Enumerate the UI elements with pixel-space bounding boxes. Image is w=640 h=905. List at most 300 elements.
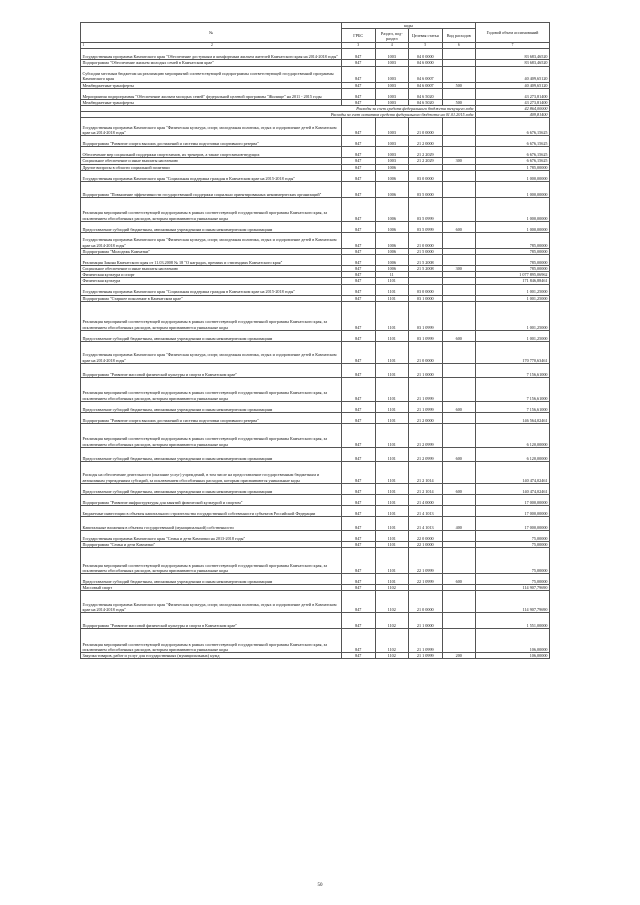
row-grbs: 847 (342, 494, 376, 505)
row-section: 1101 (375, 483, 409, 494)
row-target-article: 22 1 0000 (409, 541, 443, 547)
table-row (81, 412, 550, 423)
row-amount: 106,00000 (476, 653, 550, 659)
table-row (81, 548, 550, 574)
row-target-article: 03 0 0000 (409, 284, 443, 295)
row-grbs: 847 (342, 272, 376, 278)
table-row (81, 232, 550, 248)
colnum-6: 6 (442, 43, 476, 49)
row-grbs: 847 (342, 255, 376, 266)
row-target-article: 21 2 0999 (409, 423, 443, 447)
row-expense-type (442, 197, 476, 221)
row-grbs: 847 (342, 363, 376, 377)
row-grbs: 847 (342, 301, 376, 330)
note-text: Расходы за счет остатков средств федерального бюджета на 01.01.2015 года (81, 112, 476, 118)
row-grbs: 847 (342, 412, 376, 423)
row-target-article: 21 4 0000 (409, 494, 443, 505)
colnum-1: 1 (82, 43, 85, 48)
row-grbs: 847 (342, 164, 376, 170)
table-row (81, 505, 550, 516)
row-section: 1006 (375, 255, 409, 266)
row-name: Подпрограмма "Развитие спорта высших достижений и системы подготовки спортивного резерва" (81, 136, 342, 147)
row-expense-type: 500 (442, 82, 476, 88)
row-target-article: 21 1 0000 (409, 613, 443, 629)
row-name: Реализация Закона Камчатского края от 11.03.2008 № 18 "О наградах, премиях и стипендиях Камчатского края" (81, 255, 342, 266)
row-grbs: 847 (342, 377, 376, 401)
page-number: 50 (317, 883, 323, 888)
row-name: Подпрограмма "Семья и дети Камчатки" (81, 541, 342, 547)
row-amount: 40 409,65120 (476, 66, 550, 82)
row-section: 1003 (375, 99, 409, 105)
row-expense-type: 400 (442, 516, 476, 530)
row-name: Социальное обеспечение и иные выплаты населению (81, 266, 342, 272)
row-grbs: 847 (342, 585, 376, 591)
table-row (81, 461, 550, 483)
row-section: 1006 (375, 232, 409, 248)
row-name: Предоставление субсидий бюджетным, автономным учреждениям и иным некоммерческим организациям (81, 574, 342, 585)
row-section: 1003 (375, 118, 409, 136)
row-section: 1101 (375, 516, 409, 530)
row-amount: 75,00000 (476, 574, 550, 585)
row-amount: 1 001,25000 (476, 284, 550, 295)
row-name: Межбюджетные трансферты (81, 82, 342, 88)
row-amount: 1 001,25000 (476, 301, 550, 330)
row-grbs: 847 (342, 530, 376, 541)
row-section: 1006 (375, 248, 409, 254)
row-section: 1101 (375, 461, 409, 483)
row-name: Расходы на обеспечение деятельности (оказание услуг) учреждений, в том числе на предоставление государственным бюджетным и автономным учреждениям субсидий, за исключением обособленных расходов, которым присваиваются уникальные коды (81, 461, 342, 483)
row-section: 1003 (375, 158, 409, 164)
col-header-no: № (81, 23, 342, 43)
row-section: 1101 (375, 505, 409, 516)
row-expense-type (442, 548, 476, 574)
row-section: 1101 (375, 412, 409, 423)
row-expense-type (442, 341, 476, 363)
row-amount: 75,00000 (476, 548, 550, 574)
row-name: Государственная программа Камчатского края "Физическая культура, спорт, молодежная политика, отдых и оздоровление детей в Камчатском крае на 2014-2018 годы" (81, 591, 342, 613)
row-amount: 17 000,00000 (476, 505, 550, 516)
row-grbs: 847 (342, 60, 376, 66)
row-grbs: 847 (342, 423, 376, 447)
table-row (81, 181, 550, 197)
row-amount: 785,00000 (476, 248, 550, 254)
row-grbs: 847 (342, 516, 376, 530)
table-row (81, 494, 550, 505)
table-row (81, 423, 550, 447)
row-grbs: 847 (342, 118, 376, 136)
row-grbs: 847 (342, 181, 376, 197)
row-section: 1101 (375, 377, 409, 401)
row-target-article: 21 1 0999 (409, 653, 443, 659)
row-target-article: 21 0 0000 (409, 341, 443, 363)
budget-sheet (80, 22, 550, 659)
table-row (81, 49, 550, 60)
row-target-article: 21 2 2029 (409, 147, 443, 158)
table-row (81, 516, 550, 530)
row-grbs: 847 (342, 221, 376, 232)
row-amount: 83 683,46520 (476, 60, 550, 66)
row-target-article: 21 2 0999 (409, 447, 443, 461)
table-row (81, 629, 550, 653)
row-grbs: 847 (342, 66, 376, 82)
row-expense-type (442, 423, 476, 447)
row-amount: 785,00000 (476, 266, 550, 272)
row-expense-type: 600 (442, 221, 476, 232)
row-name: Реализация мероприятий соответствующей подпрограммы в рамках соответствующей государственной программы Камчатского края, за исключением обособленных расходов, которым присваиваются уникальные коды (81, 197, 342, 221)
row-target-article: 21 5 0000 (409, 248, 443, 254)
row-name: Субсидии местным бюджетам на реализацию мероприятий соответствующей подпрограммы соответствующей государственной программы Камчатского края (81, 66, 342, 82)
row-section: 1101 (375, 401, 409, 412)
col-header-section: Раздел, под-раздел (375, 29, 409, 43)
row-name: Реализация мероприятий соответствующей подпрограммы в рамках соответствующей государственной программы Камчатского края, за исключением обособленных расходов, которым присваиваются уникальные коды (81, 629, 342, 653)
row-amount: 7 156,61000 (476, 401, 550, 412)
row-name: Мероприятия подпрограммы "Обеспечение жильем молодых семей" федеральной целевой программы "Жилище" на 2011 - 2015 годы (81, 88, 342, 99)
row-target-article: 21 1 0999 (409, 629, 443, 653)
row-target-article: 21 5 2008 (409, 266, 443, 272)
row-expense-type: 600 (442, 483, 476, 494)
row-grbs: 847 (342, 266, 376, 272)
row-name: Государственная программа Камчатского края "Физическая культура, спорт, молодежная политика, отдых и оздоровление детей в Камчатском крае на 2014-2018 годы" (81, 232, 342, 248)
table-row (81, 88, 550, 99)
row-target-article: 03 5 0999 (409, 221, 443, 232)
row-expense-type: 200 (442, 653, 476, 659)
row-name: Капитальные вложения в объекты государственной (муниципальной) собственности (81, 516, 342, 530)
row-expense-type: 600 (442, 401, 476, 412)
note-amount: 42 864,00000 (476, 106, 550, 112)
table-row (81, 255, 550, 266)
row-grbs: 847 (342, 99, 376, 105)
row-amount: 6 676,15625 (476, 136, 550, 147)
row-target-article: 22 1 0999 (409, 574, 443, 585)
row-section: 1003 (375, 60, 409, 66)
col-header-exptype: Вид расходов (442, 29, 476, 43)
note-amount: 409,81400 (476, 112, 550, 118)
row-grbs: 847 (342, 653, 376, 659)
row-amount: 1 551,00000 (476, 613, 550, 629)
row-name: Предоставление субсидий бюджетным, автономным учреждениям и иным некоммерческим организациям (81, 401, 342, 412)
table-row (81, 341, 550, 363)
row-amount: 146 564,02461 (476, 412, 550, 423)
row-name: Предоставление субсидий бюджетным, автономным учреждениям и иным некоммерческим организациям (81, 221, 342, 232)
row-target-article: 04 6 5020 (409, 88, 443, 99)
row-expense-type (442, 505, 476, 516)
row-section: 1003 (375, 136, 409, 147)
row-section: 1102 (375, 613, 409, 629)
row-expense-type (442, 232, 476, 248)
table-row (81, 197, 550, 221)
table-row (81, 483, 550, 494)
row-target-article: 22 0 0000 (409, 530, 443, 541)
row-grbs: 847 (342, 341, 376, 363)
col-header-codes: коды (342, 23, 476, 29)
row-amount: 75,00000 (476, 530, 550, 541)
row-expense-type (442, 591, 476, 613)
row-section: 1003 (375, 88, 409, 99)
row-grbs: 847 (342, 591, 376, 613)
row-amount: 1 000,00000 (476, 197, 550, 221)
row-amount: 171 846,88461 (476, 278, 550, 284)
row-section: 1101 (375, 423, 409, 447)
row-name: Государственная программа Камчатского края "Обеспечение доступным и комфортным жильем жителей Камчатского края на 2014-2018 годы" (81, 49, 342, 60)
row-target-article: 21 2 0000 (409, 412, 443, 423)
row-section: 1006 (375, 197, 409, 221)
row-expense-type (442, 363, 476, 377)
row-grbs: 847 (342, 629, 376, 653)
row-grbs: 847 (342, 49, 376, 60)
row-target-article: 21 1 0000 (409, 363, 443, 377)
row-amount: 7 156,61000 (476, 363, 550, 377)
row-target-article: 21 2 1014 (409, 483, 443, 494)
row-grbs: 847 (342, 284, 376, 295)
row-amount: 43 273,81400 (476, 88, 550, 99)
row-target-article: 03 5 0999 (409, 197, 443, 221)
row-amount: 17 000,00000 (476, 516, 550, 530)
row-section: 1101 (375, 363, 409, 377)
colnum-5: 5 (409, 43, 443, 49)
row-amount: 170 770,63461 (476, 341, 550, 363)
row-name: Подпрограмма "Развитие массовой физической культуры и спорта в Камчатском крае" (81, 613, 342, 629)
row-section: 1102 (375, 629, 409, 653)
row-name: Реализация мероприятий соответствующей подпрограммы в рамках соответствующей государственной программы Камчатского края, за исключением обособленных расходов, которым присваиваются уникальные коды (81, 423, 342, 447)
col-header-target: Целевая статья (409, 29, 443, 43)
colnum-3: 3 (342, 43, 376, 49)
row-amount: 140 474,02461 (476, 461, 550, 483)
row-grbs: 847 (342, 541, 376, 547)
row-expense-type (442, 49, 476, 60)
row-section: 1101 (375, 278, 409, 284)
row-section: 1006 (375, 181, 409, 197)
row-section: 1101 (375, 548, 409, 574)
row-amount: 1 785,00000 (476, 164, 550, 170)
row-target-article: 21 4 1013 (409, 505, 443, 516)
row-expense-type (442, 530, 476, 541)
row-target-article: 04 6 0007 (409, 66, 443, 82)
row-section: 1101 (375, 341, 409, 363)
note-text: Расходы за счет средств федерального бюджета текущего года (81, 106, 476, 112)
row-grbs: 847 (342, 278, 376, 284)
row-expense-type (442, 494, 476, 505)
row-section: 1101 (375, 301, 409, 330)
table-row (81, 118, 550, 136)
row-grbs: 847 (342, 483, 376, 494)
row-amount: 114 907,79690 (476, 591, 550, 613)
row-name: Подпрограмма "Обеспечение жильем молодых семей в Камчатском крае" (81, 60, 342, 66)
col-header-grbs: ГРБС (342, 29, 376, 43)
row-target-article: 04 6 0000 (409, 60, 443, 66)
table-row (81, 170, 550, 181)
row-grbs: 847 (342, 88, 376, 99)
table-row (81, 221, 550, 232)
row-section: 11 (375, 272, 409, 278)
row-name: Подпрограмма "Повышение эффективности государственной поддержки социально ориентированных некоммерческих организаций" (81, 181, 342, 197)
row-amount: 1 000,00000 (476, 181, 550, 197)
row-section: 1101 (375, 494, 409, 505)
row-grbs: 847 (342, 295, 376, 301)
row-name: Подпрограмма "Старшее поколение в Камчатском крае" (81, 295, 342, 301)
row-grbs: 847 (342, 147, 376, 158)
row-name: Подпрограмма "Молодежь Камчатки" (81, 248, 342, 254)
table-row (81, 377, 550, 401)
row-target-article: 03 1 0000 (409, 295, 443, 301)
row-expense-type (442, 255, 476, 266)
row-section: 1101 (375, 530, 409, 541)
table-body (81, 43, 550, 659)
row-amount: 75,00000 (476, 541, 550, 547)
row-expense-type (442, 181, 476, 197)
row-name: Предоставление субсидий бюджетным, автономным учреждениям и иным некоммерческим организациям (81, 330, 342, 341)
row-grbs: 847 (342, 505, 376, 516)
row-target-article: 04 6 0007 (409, 82, 443, 88)
table-row (81, 591, 550, 613)
row-name: Подпрограмма "Развитие инфраструктуры для занятий физической культурой и спортом" (81, 494, 342, 505)
row-amount: 83 683,46520 (476, 49, 550, 60)
row-amount: 6 120,00000 (476, 423, 550, 447)
row-name: Межбюджетные трансферты (81, 99, 342, 105)
row-name: Закупка товаров, работ и услуг для государственных (муниципальных) нужд (81, 653, 342, 659)
table-row (81, 613, 550, 629)
row-amount: 106,00000 (476, 629, 550, 653)
row-grbs: 847 (342, 574, 376, 585)
row-expense-type (442, 170, 476, 181)
row-name: Реализация мероприятий соответствующей подпрограммы в рамках соответствующей государственной программы Камчатского края, за исключением обособленных расходов, которым присваиваются уникальные коды (81, 548, 342, 574)
row-target-article: 21 2 0000 (409, 136, 443, 147)
table-row (81, 330, 550, 341)
row-expense-type: 300 (442, 266, 476, 272)
row-target-article: 21 1 0999 (409, 401, 443, 412)
table-row (81, 301, 550, 330)
row-name: Другие вопросы в области социальной политики (81, 164, 342, 170)
table-row (81, 401, 550, 412)
row-section: 1006 (375, 170, 409, 181)
row-expense-type (442, 284, 476, 295)
table-row (81, 147, 550, 158)
row-grbs: 847 (342, 613, 376, 629)
row-expense-type (442, 118, 476, 136)
row-expense-type (442, 629, 476, 653)
row-name: Реализация мероприятий соответствующей подпрограммы в рамках соответствующей государственной программы Камчатского края, за исключением обособленных расходов, которым присваиваются уникальные коды (81, 377, 342, 401)
budget-table (80, 22, 550, 659)
row-target-article: 21 0 0000 (409, 232, 443, 248)
row-amount: 7 156,61000 (476, 377, 550, 401)
row-expense-type (442, 147, 476, 158)
table-row (81, 574, 550, 585)
row-name: Физическая культура и спорт (81, 272, 342, 278)
row-grbs: 847 (342, 136, 376, 147)
row-name: Государственная программа Камчатского края "Социальная поддержка граждан в Камчатском крае на 2015-2018 годы" (81, 284, 342, 295)
row-target-article: 21 0 0000 (409, 118, 443, 136)
row-section: 1006 (375, 221, 409, 232)
row-grbs: 847 (342, 401, 376, 412)
row-name: Государственная программа Камчатского края "Социальная поддержка граждан в Камчатском крае на 2015-2018 годы" (81, 170, 342, 181)
row-expense-type (442, 66, 476, 82)
row-grbs: 847 (342, 170, 376, 181)
table-row (81, 530, 550, 541)
row-target-article: 21 2 1014 (409, 461, 443, 483)
colnum-7: 7 (476, 43, 550, 49)
row-target-article: 03 5 0000 (409, 181, 443, 197)
row-amount: 6 676,15625 (476, 147, 550, 158)
row-expense-type (442, 136, 476, 147)
table-row (81, 136, 550, 147)
row-grbs: 847 (342, 158, 376, 164)
row-grbs: 847 (342, 447, 376, 461)
row-name: Государственная программа Камчатского края "Физическая культура, спорт, молодежная политика, отдых и оздоровление детей в Камчатском крае на 2014-2018 годы" (81, 118, 342, 136)
row-name: Социальное обеспечение и иные выплаты населению (81, 158, 342, 164)
row-section: 1006 (375, 266, 409, 272)
row-expense-type: 600 (442, 574, 476, 585)
row-section: 1003 (375, 49, 409, 60)
row-section: 1102 (375, 591, 409, 613)
row-expense-type: 600 (442, 330, 476, 341)
table-row (81, 653, 550, 659)
row-target-article: 03 1 0999 (409, 330, 443, 341)
row-target-article: 21 2 2029 (409, 158, 443, 164)
colnum-4: 4 (375, 43, 409, 49)
row-section: 1102 (375, 653, 409, 659)
row-target-article: 03 0 0000 (409, 170, 443, 181)
row-amount: 43 273,81400 (476, 99, 550, 105)
col-header-amount: Годовой объем ассигнований (476, 23, 550, 43)
row-expense-type (442, 88, 476, 99)
row-amount: 6 676,15625 (476, 118, 550, 136)
row-target-article: 21 4 1013 (409, 516, 443, 530)
row-target-article: 22 1 0999 (409, 548, 443, 574)
colnum-2: 1 2 (81, 43, 342, 49)
row-amount: 1 001,25000 (476, 295, 550, 301)
row-amount: 140 474,02461 (476, 483, 550, 494)
row-amount: 1 001,25000 (476, 330, 550, 341)
row-name: Подпрограмма "Развитие спорта высших достижений и системы подготовки спортивного резерва" (81, 412, 342, 423)
row-grbs: 847 (342, 248, 376, 254)
row-target-article: 21 0 0000 (409, 591, 443, 613)
table-row (81, 363, 550, 377)
row-amount: 6 120,00000 (476, 447, 550, 461)
row-section: 1006 (375, 164, 409, 170)
row-target-article: 04 0 0000 (409, 49, 443, 60)
row-section: 1003 (375, 66, 409, 82)
row-expense-type: 600 (442, 447, 476, 461)
row-target-article: 04 6 5020 (409, 99, 443, 105)
table-row (81, 447, 550, 461)
row-section: 1101 (375, 574, 409, 585)
row-amount: 40 409,65120 (476, 82, 550, 88)
row-section: 1101 (375, 447, 409, 461)
row-amount: 17 000,00000 (476, 494, 550, 505)
row-name: Бюджетные инвестиции в объекты капитального строительства государственной собственности субъектов Российской Федерации (81, 505, 342, 516)
row-name: Физическая культура (81, 278, 342, 284)
row-name: Обеспечение мер социальной поддержки спортсменов, их тренеров, а также спортсменов-ведущих (81, 147, 342, 158)
row-section: 1101 (375, 330, 409, 341)
row-amount: 785,00000 (476, 232, 550, 248)
row-amount: 6 676,15625 (476, 158, 550, 164)
row-grbs: 847 (342, 330, 376, 341)
row-section: 1101 (375, 284, 409, 295)
row-name: Подпрограмма "Развитие массовой физической культуры и спорта в Камчатском крае" (81, 363, 342, 377)
row-name: Государственная программа Камчатского края "Физическая культура, спорт, молодежная политика, отдых и оздоровление детей в Камчатском крае на 2014-2018 годы" (81, 341, 342, 363)
row-grbs: 847 (342, 548, 376, 574)
row-section: 1003 (375, 82, 409, 88)
row-expense-type (442, 377, 476, 401)
row-expense-type (442, 412, 476, 423)
row-amount: 1 000,00000 (476, 221, 550, 232)
row-target-article: 21 1 0999 (409, 377, 443, 401)
row-expense-type: 300 (442, 158, 476, 164)
row-name: Государственная программа Камчатского края "Семья и дети Камчатки на 2013-2018 годы" (81, 530, 342, 541)
row-target-article: 21 5 2008 (409, 255, 443, 266)
row-grbs: 847 (342, 197, 376, 221)
row-expense-type (442, 613, 476, 629)
row-amount: 785,00000 (476, 255, 550, 266)
